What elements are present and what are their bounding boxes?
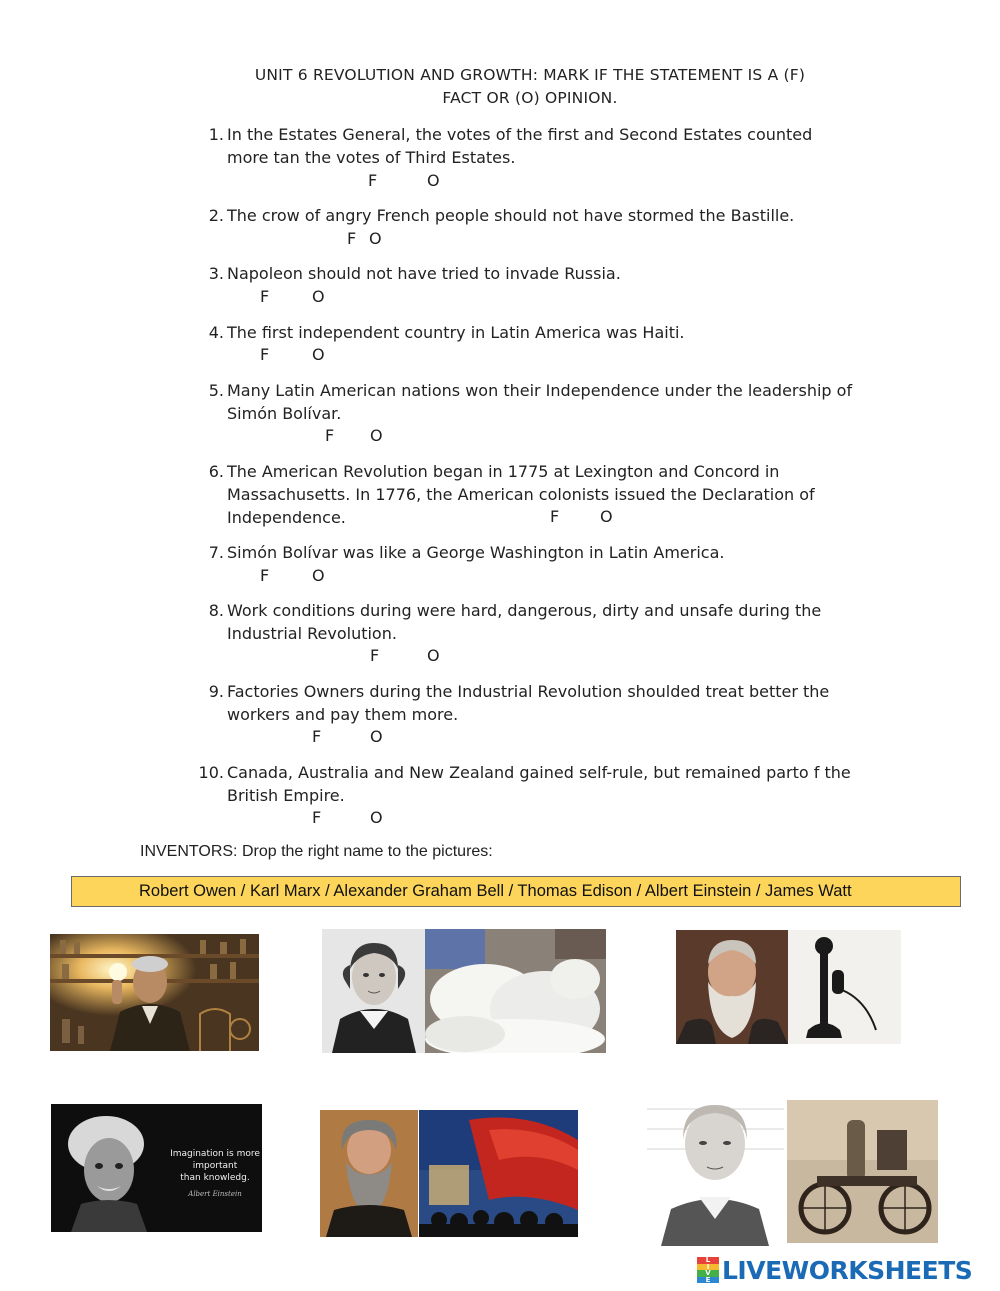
question-number: 6. (208, 462, 224, 481)
opinion-option[interactable]: O (370, 426, 383, 445)
einstein-quote (160, 1148, 270, 1200)
question-7 (196, 541, 856, 564)
red-flag-image (419, 1110, 578, 1237)
title-line-1: UNIT 6 REVOLUTION AND GROWTH: MARK IF THE STATEMENT IS A (F) (254, 66, 806, 84)
fact-option[interactable]: F (312, 808, 322, 827)
opinion-option[interactable]: O (427, 646, 440, 665)
fact-option[interactable]: F (260, 345, 270, 364)
question-number: 7. (208, 543, 224, 562)
question-8 (196, 599, 856, 645)
opinion-option[interactable]: O (312, 287, 325, 306)
fact-option[interactable]: F (347, 229, 357, 248)
fact-option[interactable]: F (368, 171, 378, 190)
question-number: 10. (198, 763, 224, 782)
opinion-option[interactable]: O (312, 566, 325, 585)
question-text: In the Estates General, the votes of the first and Second Estates counted more tan the votes of Third Estates. (227, 125, 813, 167)
question-text: Napoleon should not have tried to invade Russia. (227, 264, 621, 283)
cotton-picture[interactable] (425, 929, 606, 1053)
question-number: 4. (208, 323, 224, 342)
question-10 (196, 761, 856, 807)
cotton-image (425, 929, 606, 1053)
question-number: 9. (208, 682, 224, 701)
fact-option[interactable]: F (260, 287, 270, 306)
owen-portrait-picture[interactable] (322, 929, 425, 1053)
question-5 (196, 379, 856, 425)
opinion-option[interactable]: O (370, 727, 383, 746)
marx-portrait-image (320, 1110, 418, 1237)
logo-mark-letter: L (697, 1257, 719, 1264)
opinion-option[interactable]: O (312, 345, 325, 364)
question-9 (196, 680, 856, 726)
question-text: The first independent country in Latin America was Haiti. (227, 323, 685, 342)
question-number: 3. (208, 264, 224, 283)
opinion-option[interactable]: O (369, 229, 382, 248)
logo-mark-letter: E (697, 1277, 719, 1284)
quote-line-1: Imagination is more (170, 1149, 260, 1159)
question-1 (196, 123, 856, 169)
fact-option[interactable]: F (370, 646, 380, 665)
question-number: 5. (208, 381, 224, 400)
question-text: Simón Bolívar was like a George Washington in Latin America. (227, 543, 725, 562)
logo-mark-letter: V (697, 1270, 719, 1277)
question-number: 1. (208, 125, 224, 144)
opinion-option[interactable]: O (370, 808, 383, 827)
question-4 (196, 321, 856, 344)
fact-option[interactable]: F (260, 566, 270, 585)
bell-picture[interactable] (676, 930, 901, 1044)
watt-portrait-image (647, 1089, 784, 1246)
logo-mark-letter: I (697, 1264, 719, 1271)
question-text: Factories Owners during the Industrial Revolution shoulded treat better the workers and pay them more. (227, 682, 830, 724)
quote-line-2: important (192, 1161, 238, 1171)
question-text: Work conditions during were hard, dangerous, dirty and unsafe during the Industrial Revolution. (227, 601, 822, 643)
inventors-instruction: INVENTORS: Drop the right name to the pictures: (140, 843, 493, 860)
question-text: The American Revolution began in 1775 at Lexington and Concord in Massachusetts. In 1776, the American colonists issued the Declaration of Independence. (227, 462, 815, 527)
logo-text: LIVEWORKSHEETS (722, 1255, 973, 1285)
title-line-2: FACT OR (O) OPINION. (442, 89, 618, 107)
red-flag-picture[interactable] (419, 1110, 578, 1237)
worksheet-title (200, 64, 860, 110)
marx-portrait-picture[interactable] (320, 1110, 418, 1237)
question-text: Many Latin American nations won their Independence under the leadership of Simón Bolívar. (227, 381, 853, 423)
fact-option[interactable]: F (312, 727, 322, 746)
fact-option[interactable]: F (550, 507, 560, 526)
inventor-names-bar: Robert Owen / Karl Marx / Alexander Graham Bell / Thomas Edison / Albert Einstein / James Watt (71, 876, 961, 907)
edison-picture[interactable] (50, 934, 259, 1051)
watt-portrait-picture[interactable] (647, 1089, 784, 1246)
question-number: 8. (208, 601, 224, 620)
question-6 (196, 460, 856, 529)
steam-engine-picture[interactable] (787, 1100, 938, 1243)
liveworksheets-mark-icon (697, 1257, 719, 1283)
steam-engine-image (787, 1100, 938, 1243)
opinion-option[interactable]: O (427, 171, 440, 190)
liveworksheets-logo (697, 1255, 972, 1285)
question-2 (196, 204, 856, 227)
owen-portrait-image (322, 929, 425, 1053)
edison-image (50, 934, 259, 1051)
question-number: 2. (208, 206, 224, 225)
fact-option[interactable]: F (325, 426, 335, 445)
bell-image (676, 930, 901, 1044)
question-text: The crow of angry French people should not have stormed the Bastille. (227, 206, 795, 225)
quote-line-3: than knowledg. (180, 1173, 250, 1183)
question-3 (196, 262, 856, 285)
question-text: Canada, Australia and New Zealand gained self-rule, but remained parto f the British Empire. (227, 763, 851, 805)
opinion-option[interactable]: O (600, 507, 613, 526)
quote-signature: Albert Einstein (188, 1190, 242, 1198)
